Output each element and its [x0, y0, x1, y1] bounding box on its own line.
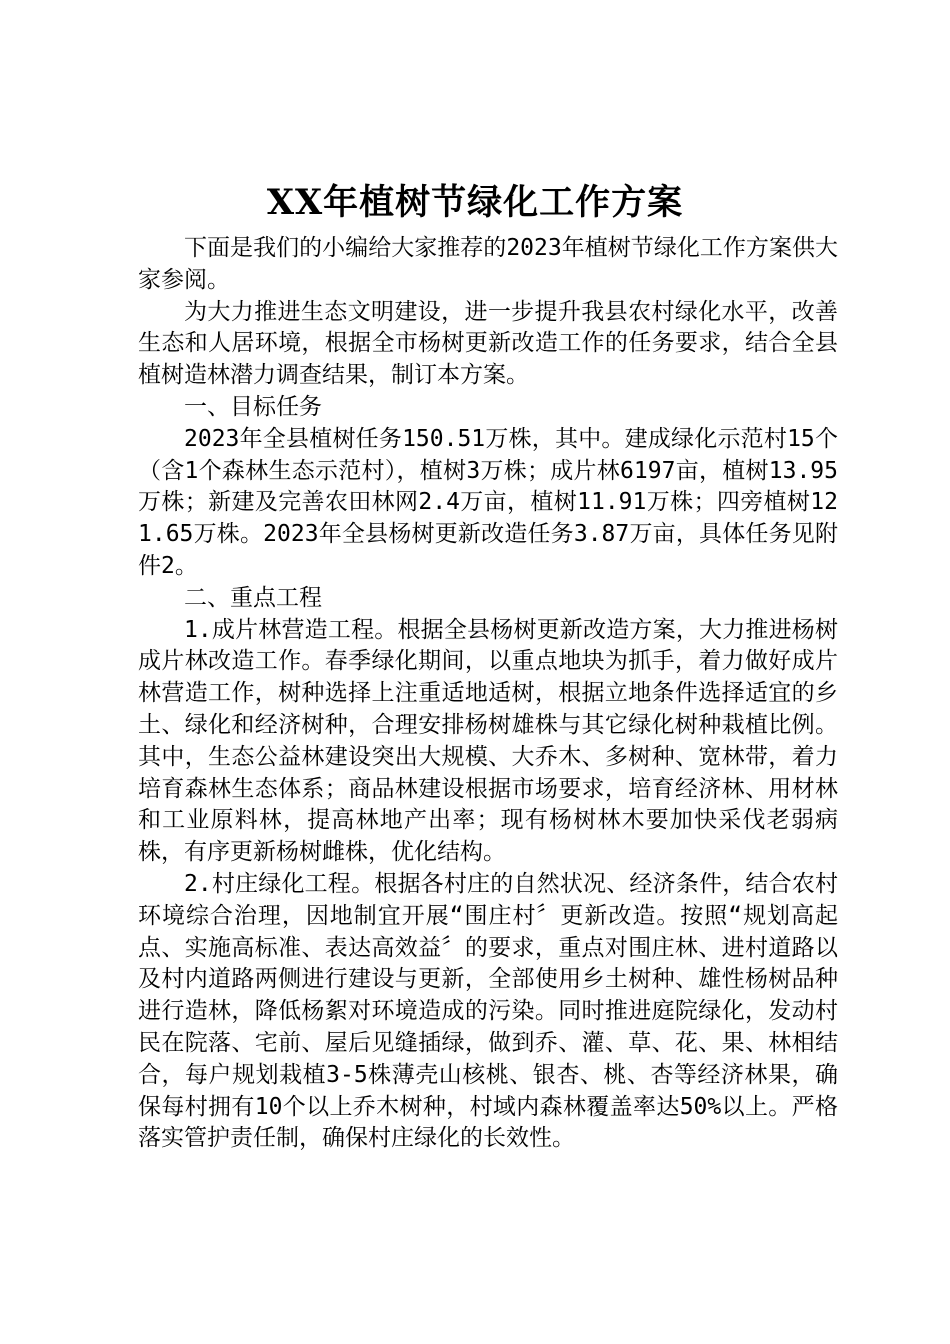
section-heading-projects: 二、重点工程	[184, 584, 322, 611]
purpose-paragraph: 为大力推进生态文明建设，进一步提升我县农村绿化水平，改善生态和人居环境，根据全市杨树更新改造工作的任务要求，结合全县植树造林潜力调查结果，制订本方案。	[138, 298, 838, 389]
section-heading-targets: 一、目标任务	[184, 393, 322, 420]
project-village-paragraph: 2.村庄绿化工程。根据各村庄的自然状况、经济条件，结合农村环境综合治理，因地制宜开展“围庄村〞更新改造。按照“规划高起点、实施高标准、表达高效益〞的要求，重点对围庄林、进村道路以及村内道路两侧进行建设与更新，全部使用乡土树种、雄性杨树品种进行造林，降低杨絮对环境造成的污染。同时推进庭院绿化，发动村民在院落、宅前、屋后见缝插绿，做到乔、灌、草、花、果、林相结合，每户规划栽植3-5株薄壳山核桃、银杏、桃、杏等经济林果，确保每村拥有10个以上乔木树种，村域内森林覆盖率达50%以上。严格落实管护责任制，确保村庄绿化的长效性。	[138, 870, 838, 1152]
document-body	[138, 233, 838, 1155]
project-forest-paragraph: 1.成片林营造工程。根据全县杨树更新改造方案，大力推进杨树成片林改造工作。春季绿化期间，以重点地块为抓手，着力做好成片林营造工作，树种选择上注重适地适树，根据立地条件选择适宜的乡土、绿化和经济树种，合理安排杨树雄株与其它绿化树种栽植比例。其中，生态公益林建设突出大规模、大乔木、多树种、宽林带，着力培育森林生态体系；商品林建设根据市场要求，培育经济林、用材林和工业原料林，提高林地产出率；现有杨树林木要加快采伐老弱病株，有序更新杨树雌株，优化结构。	[138, 616, 838, 866]
intro-paragraph: 下面是我们的小编给大家推荐的2023年植树节绿化工作方案供大家参阅。	[138, 235, 838, 293]
document-title: XX年植树节绿化工作方案	[266, 182, 684, 223]
targets-paragraph: 2023年全县植树任务150.51万株，其中。建成绿化示范村15个（含1个森林生态示范村），植树3万株；成片林6197亩，植树13.95万株；新建及完善农田林网2.4万亩，植树11.91万株；四旁植树121.65万株。2023年全县杨树更新改造任务3.87万亩，具体任务见附件2。	[138, 425, 838, 579]
